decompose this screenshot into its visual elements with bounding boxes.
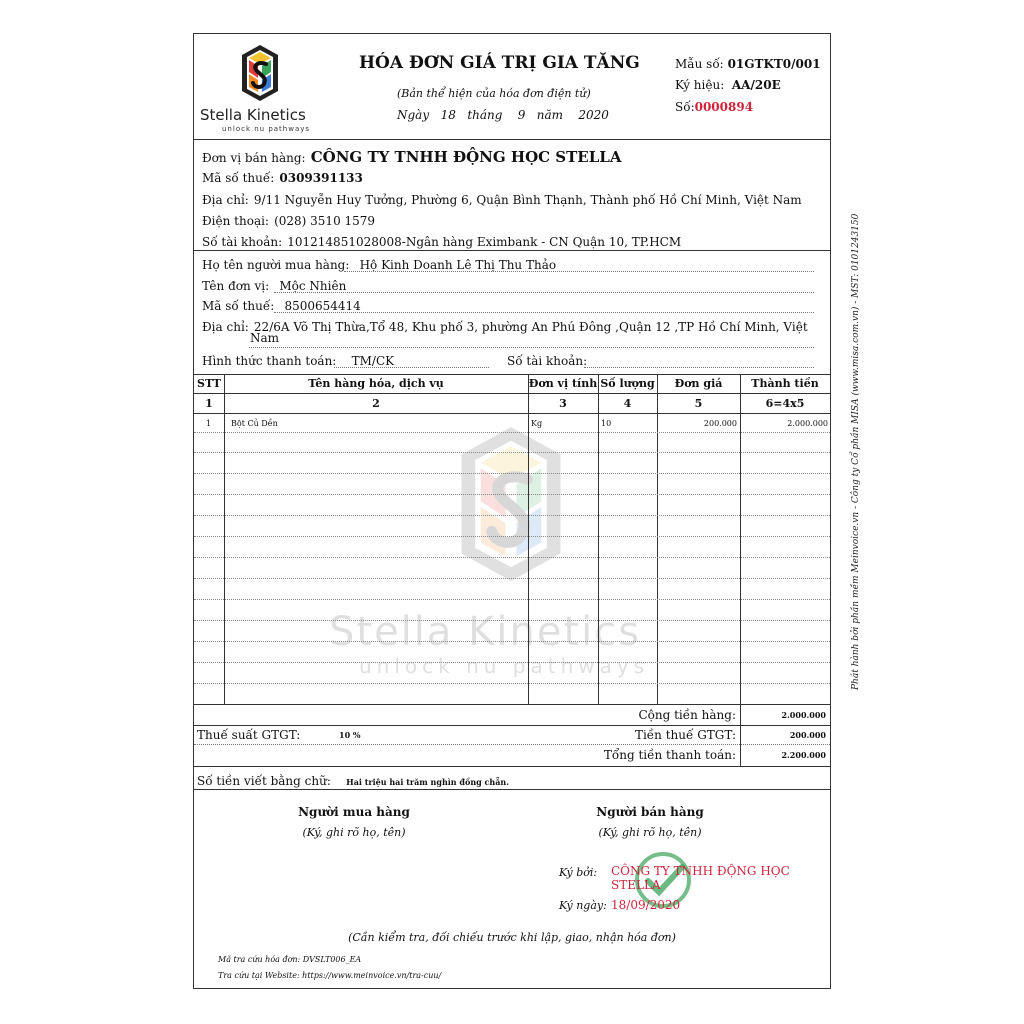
row-separator xyxy=(194,599,830,600)
index-2: 2 xyxy=(372,397,380,410)
buyer-payment-label: Hình thức thanh toán: xyxy=(202,354,337,368)
seller-signature-title: Người bán hàng xyxy=(596,805,704,819)
seller-tax: 0309391133 xyxy=(279,171,363,185)
symbol-label: Ký hiệu: xyxy=(675,78,725,92)
watermark-text: Stella Kinetics xyxy=(329,609,642,655)
amount-in-words-row xyxy=(197,770,509,789)
side-note-text: Phát hành bởi phần mềm Meinvoice.vn - Công ty Cổ phần MISA (www.misa.com.vn) - MST: 0101243150 xyxy=(851,213,861,690)
seller-tax-row xyxy=(202,167,363,186)
index-5: 5 xyxy=(694,397,703,410)
divider xyxy=(194,250,830,251)
header-stt: STT xyxy=(197,377,221,390)
buyer-address-label: Địa chỉ: xyxy=(202,320,249,334)
lookup-site: Tra cứu tại Website: https://www.meinvoice.vn/tra-cuu/ xyxy=(218,971,442,980)
seller-phone: (028) 3510 1579 xyxy=(274,214,376,228)
seller-phone-row xyxy=(202,210,375,229)
subtotal-value: 2.000.000 xyxy=(781,710,826,720)
divider xyxy=(194,766,830,767)
brand-tagline: unlock nu pathways xyxy=(222,125,311,133)
col-divider xyxy=(598,374,599,704)
row-separator xyxy=(194,452,830,453)
signed-date: 18/09/2020 xyxy=(611,898,681,912)
brand-name: Stella Kinetics xyxy=(200,106,306,124)
dotted-line xyxy=(334,367,489,368)
buyer-account-row xyxy=(507,350,587,369)
col-divider xyxy=(740,704,741,766)
invoice-number xyxy=(675,100,753,114)
header-price: Đơn giá xyxy=(674,377,723,390)
buyer-tax-label: Mã số thuế: xyxy=(202,299,275,313)
buyer-account-label: Số tài khoản: xyxy=(507,354,588,368)
seller-address-row xyxy=(202,189,802,208)
row-separator xyxy=(194,578,830,579)
words-value: Hai triệu hai trăm nghìn đồng chẵn. xyxy=(346,777,509,787)
dotted-line xyxy=(249,347,814,348)
row-separator xyxy=(194,641,830,642)
buyer-name: Hộ Kinh Doanh Lê Thị Thu Thảo xyxy=(359,258,557,272)
seller-account-row xyxy=(202,231,681,250)
signed-by-label: Ký bởi: xyxy=(559,866,598,879)
invoice-title: HÓA ĐƠN GIÁ TRỊ GIA TĂNG xyxy=(359,53,640,73)
invoice-date xyxy=(397,108,609,122)
seller-account-label: Số tài khoản: xyxy=(202,235,283,249)
row-name: Bột Củ Dền xyxy=(231,419,278,428)
items-table xyxy=(194,374,830,704)
dotted-line xyxy=(344,271,814,272)
vat-rate-value: 10 % xyxy=(339,730,361,740)
index-1: 1 xyxy=(205,397,213,410)
seller-name-row xyxy=(202,147,621,166)
buyer-address-row xyxy=(202,316,808,335)
buyer-unit-label: Tên đơn vị: xyxy=(202,279,270,293)
row-separator xyxy=(194,536,830,537)
row-qty: 10 xyxy=(601,419,612,428)
index-3: 3 xyxy=(559,397,567,410)
row-separator xyxy=(194,620,830,621)
buyer-signature-title: Người mua hàng xyxy=(298,805,410,819)
dotted-line xyxy=(274,292,814,293)
row-separator xyxy=(194,744,830,745)
table-bottom-border xyxy=(194,704,830,705)
number-value: 0000894 xyxy=(694,100,754,114)
buyer-payment: TM/CK xyxy=(351,354,395,368)
symbol-value: AA/20E xyxy=(731,78,781,92)
seller-name: CÔNG TY TNHH ĐỘNG HỌC STELLA xyxy=(310,148,622,166)
row-separator xyxy=(194,473,830,474)
seller-tax-label: Mã số thuế: xyxy=(202,171,275,185)
form-number xyxy=(675,57,821,71)
date-year: 2020 xyxy=(578,108,609,122)
buyer-signature-note: (Ký, ghi rõ họ, tên) xyxy=(302,826,406,839)
vat-label: Tiền thuế GTGT: xyxy=(634,728,736,742)
subtotal-label: Cộng tiền hàng: xyxy=(638,708,736,722)
buyer-unit: Mộc Nhiên xyxy=(279,279,347,293)
total-value: 2.200.000 xyxy=(781,750,826,760)
words-label: Số tiền viết bằng chữ: xyxy=(197,774,331,788)
table-top-border xyxy=(194,374,830,375)
header-qty: Số lượng xyxy=(600,377,655,390)
row-price: 200.000 xyxy=(703,419,737,428)
symbol xyxy=(675,78,781,92)
header-amount: Thành tiền xyxy=(751,377,819,390)
lookup-code: Mã tra cứu hóa đơn: DVSLT006_EA xyxy=(218,955,362,964)
seller-name-label: Đơn vị bán hàng: xyxy=(202,151,306,165)
date-month-label: tháng xyxy=(467,108,503,122)
col-divider xyxy=(528,374,529,704)
divider xyxy=(194,725,830,726)
table-header-border xyxy=(194,393,830,394)
index-4: 4 xyxy=(623,397,632,410)
signed-date-label: Ký ngày: xyxy=(559,899,607,912)
side-note xyxy=(841,213,861,690)
invoice-subtitle: (Bản thể hiện của hóa đơn điện tử) xyxy=(397,87,591,100)
form-value: 01GTKT0/001 xyxy=(727,57,821,71)
row-separator xyxy=(194,557,830,558)
row-separator xyxy=(194,683,830,684)
vat-rate-label: Thuế suất GTGT: xyxy=(197,728,301,742)
buyer-tax: 8500654414 xyxy=(284,299,361,313)
dotted-line xyxy=(584,367,814,368)
table-index-border xyxy=(194,413,830,414)
row-separator xyxy=(194,515,830,516)
buyer-name-label: Họ tên người mua hàng: xyxy=(202,258,350,272)
date-year-label: năm xyxy=(536,108,564,122)
header-name: Tên hàng hóa, dịch vụ xyxy=(308,377,444,390)
invoice-page xyxy=(193,33,831,989)
date-month: 9 xyxy=(517,108,526,122)
stella-logo-icon xyxy=(240,44,280,102)
form-label: Mẫu số: xyxy=(675,57,724,71)
row-separator xyxy=(194,432,830,433)
seller-phone-label: Điện thoại: xyxy=(202,214,269,228)
index-6: 6=4x5 xyxy=(765,397,805,410)
total-label: Tổng tiền thanh toán: xyxy=(603,748,736,762)
divider xyxy=(194,789,830,790)
check-note: (Cần kiểm tra, đối chiếu trước khi lập, giao, nhận hóa đơn) xyxy=(348,931,676,944)
watermark-tagline: unlock nu pathways xyxy=(359,654,650,678)
seller-address: 9/11 Nguyễn Huy Tưởng, Phường 6, Quận Bình Thạnh, Thành phố Hồ Chí Minh, Việt Nam xyxy=(253,193,802,207)
signed-by-line2: STELLA xyxy=(611,878,661,892)
vat-value: 200.000 xyxy=(789,730,826,740)
date-day: 18 xyxy=(440,108,456,122)
seller-account: 101214851028008-Ngân hàng Eximbank - CN Quận 10, TP.HCM xyxy=(287,235,682,249)
date-prefix: Ngày xyxy=(397,108,430,122)
buyer-address-line1: 22/6A Võ Thị Thừa,Tổ 48, Khu phố 3, phường An Phú Đông ,Quận 12 ,TP Hồ Chí Minh, Việt xyxy=(253,320,808,334)
seller-signature-note: (Ký, ghi rõ họ, tên) xyxy=(598,826,702,839)
number-label: Số: xyxy=(675,100,695,114)
row-amount: 2.000.000 xyxy=(787,419,828,428)
seller-address-label: Địa chỉ: xyxy=(202,193,249,207)
col-divider xyxy=(224,374,225,704)
signed-by-line1: CÔNG TY TNHH ĐỘNG HỌC xyxy=(611,864,790,878)
header-unit: Đơn vị tính xyxy=(528,377,598,390)
row-separator xyxy=(194,662,830,663)
divider xyxy=(194,139,830,140)
row-unit: Kg xyxy=(531,419,543,428)
row-stt: 1 xyxy=(206,419,212,428)
dotted-line xyxy=(274,312,814,313)
row-separator xyxy=(194,494,830,495)
buyer-address-line2: Nam xyxy=(250,331,280,345)
